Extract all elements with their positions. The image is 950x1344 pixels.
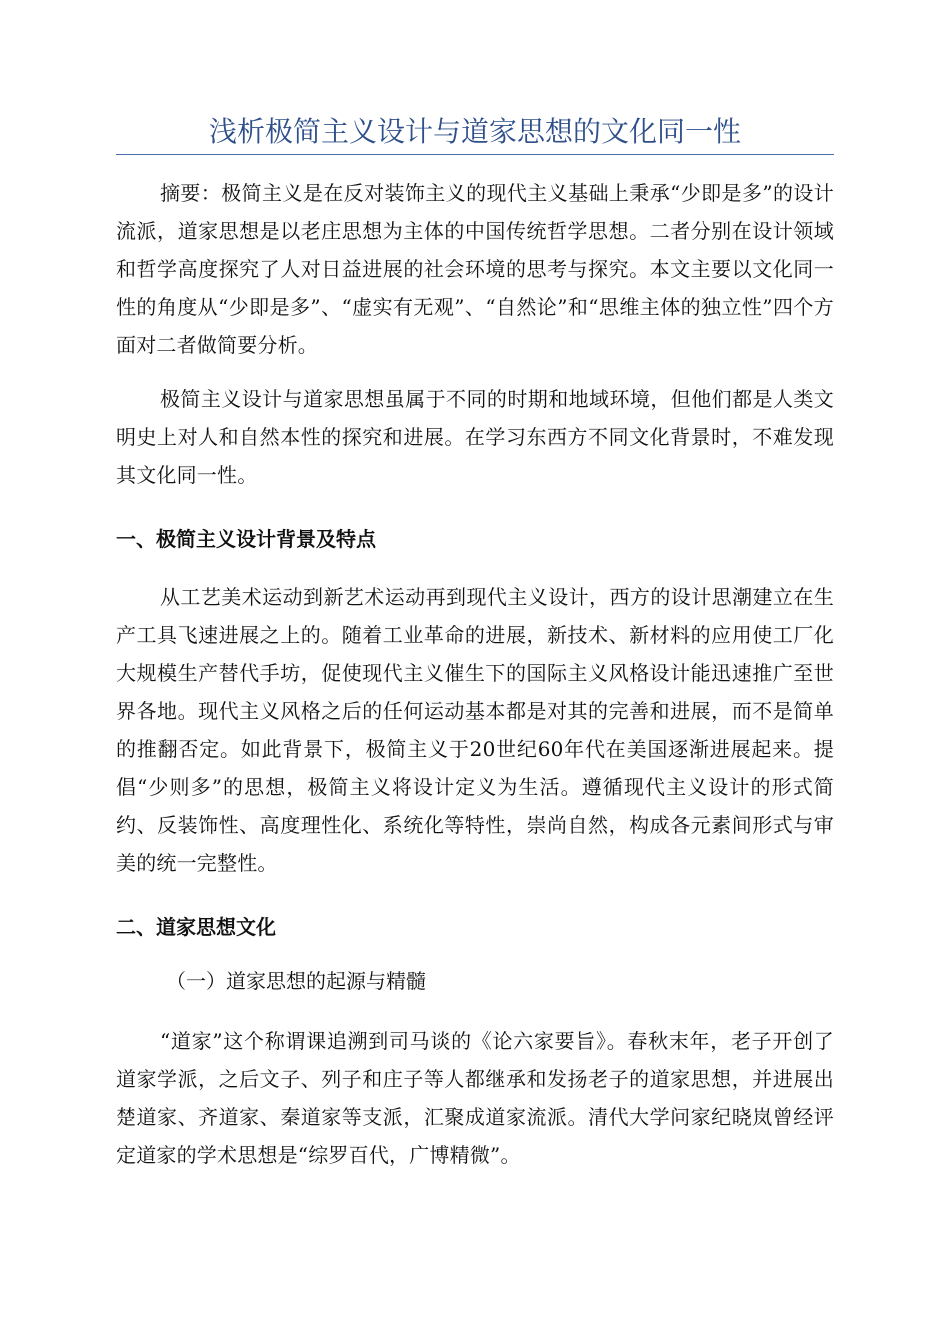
title-underline	[116, 154, 834, 155]
document-title: 浅析极简主义设计与道家思想的文化同一性	[208, 115, 741, 148]
section2-heading: 二、道家思想文化	[116, 915, 276, 939]
section1-heading: 一、极简主义设计背景及特点	[116, 527, 376, 551]
document-body	[116, 174, 834, 1174]
section2-paragraph: “道家”这个称谓课追溯到司马谈的《论六家要旨》。春秋末年，老子开创了道家学派，之后文子、列子和庄子等人都继承和发扬老子的道家思想，并进展出楚道家、齐道家、秦道家等支派，汇聚成道家流派。清代大学问家纪晓岚曾经评定道家的学术思想是“综罗百代，广博精微”。	[116, 1029, 834, 1167]
section1-paragraph: 从工艺美术运动到新艺术运动再到现代主义设计，西方的设计思潮建立在生产工具飞速进展之上的。随着工业革命的进展，新技术、新材料的应用使工厂化大规模生产替代手坊，促使现代主义催生下的国际主义风格设计能迅速推广至世界各地。现代主义风格之后的任何运动基本都是对其的完善和进展，而不是简单的推翻否定。如此背景下，极简主义于20世纪60年代在美国逐渐进展起来。提倡“少则多”的思想，极简主义将设计定义为生活。遵循现代主义设计的形式简约、反装饰性、高度理性化、系统化等特性，崇尚自然，构成各元素间形式与审美的统一完整性。	[116, 585, 834, 875]
abstract-paragraph: 摘要：极简主义是在反对装饰主义的现代主义基础上秉承“少即是多”的设计流派，道家思想是以老庄思想为主体的中国传统哲学思想。二者分别在设计领域和哲学高度探究了人对日益进展的社会环境的思考与探究。本文主要以文化同一性的角度从“少即是多”、“虚实有无观”、“自然论”和“思维主体的独立性”四个方面对二者做简要分析。	[116, 181, 834, 357]
intro-paragraph: 极简主义设计与道家思想虽属于不同的时期和地域环境，但他们都是人类文明史上对人和自然本性的探究和进展。在学习东西方不同文化背景时，不难发现其文化同一性。	[116, 387, 834, 487]
section2-subheading: （一）道家思想的起源与精髓	[166, 969, 426, 993]
